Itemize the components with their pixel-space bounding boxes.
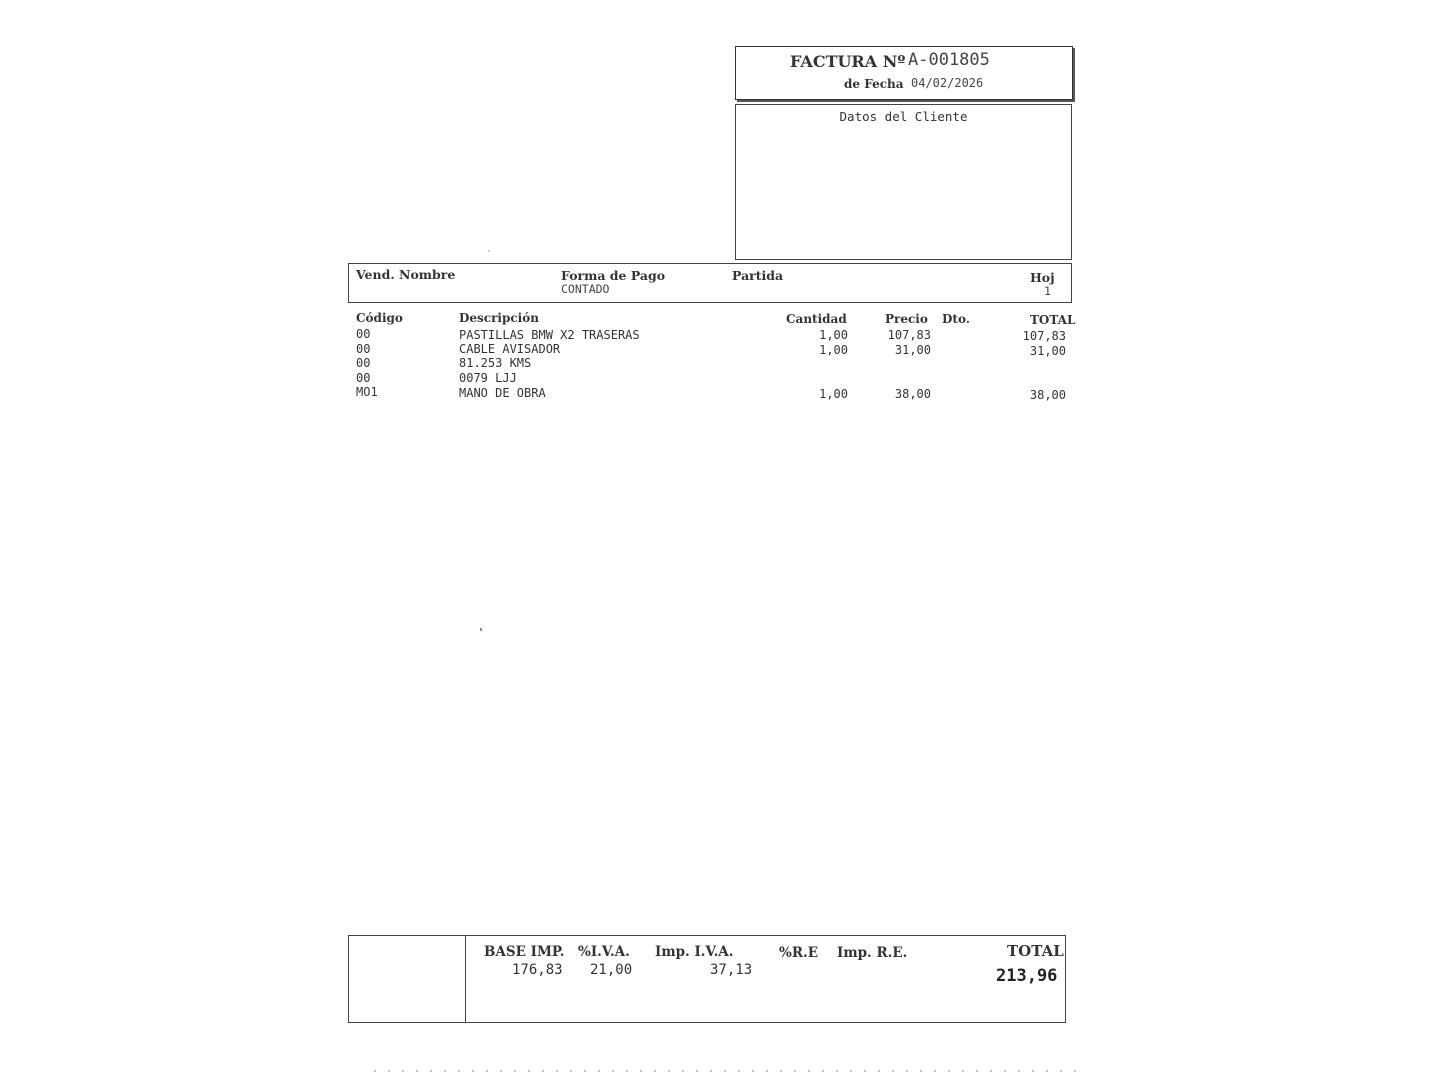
scan-dot-row	[368, 1069, 1088, 1073]
item-description: CABLE AVISADOR	[459, 342, 561, 356]
surcharge-amount-label: Imp. R.E.	[837, 945, 908, 961]
vat-percent-label: %I.V.A.	[578, 944, 630, 960]
sheet-label: Hoj	[1030, 270, 1055, 285]
item-quantity: 1,00	[819, 387, 848, 401]
vat-amount-value: 37,13	[710, 962, 753, 978]
item-price: 38,00	[894, 387, 931, 401]
client-data-box	[735, 104, 1072, 260]
grand-total-label: TOTAL	[1007, 942, 1064, 960]
totals-box	[348, 935, 1066, 1023]
surcharge-percent-label: %R.E	[779, 945, 819, 961]
tax-base-label: BASE IMP.	[484, 944, 565, 960]
sheet-value: 1	[1044, 284, 1051, 298]
item-price: 31,00	[894, 343, 931, 357]
item-description: MANO DE OBRA	[459, 386, 546, 400]
info-bar	[348, 263, 1072, 303]
item-total: 38,00	[1029, 388, 1066, 402]
invoice-header-box	[735, 46, 1073, 100]
tax-base-value: 176,83	[512, 962, 563, 978]
item-description: 0079 LJJ	[459, 371, 517, 385]
item-label: Partida	[732, 268, 784, 283]
vat-amount-label: Imp. I.V.A.	[655, 944, 734, 960]
vat-percent-value: 21,00	[590, 962, 633, 978]
invoice-date: 04/02/2026	[911, 76, 984, 90]
column-header-discount: Dto.	[942, 312, 970, 326]
item-total: 31,00	[1029, 344, 1066, 358]
scan-speck	[488, 250, 490, 252]
item-code: 00	[356, 342, 371, 356]
item-description: PASTILLAS BMW X2 TRASERAS	[459, 328, 640, 342]
client-data-title: Datos del Cliente	[839, 109, 968, 124]
column-header-code: Código	[356, 311, 403, 325]
payment-method-value: CONTADO	[561, 282, 610, 296]
invoice-number: A-001805	[908, 50, 990, 70]
item-code: 00	[356, 356, 371, 370]
invoice-title: FACTURA Nº	[790, 52, 906, 71]
column-header-description: Descripción	[459, 311, 539, 325]
column-header-total: TOTAL	[1030, 313, 1076, 327]
item-quantity: 1,00	[819, 328, 848, 342]
item-quantity: 1,00	[819, 343, 848, 357]
invoice-date-label: de Fecha	[844, 77, 904, 91]
totals-divider	[465, 936, 466, 1022]
scan-speck	[480, 628, 482, 631]
column-header-price: Precio	[885, 312, 928, 326]
item-code: 00	[356, 371, 371, 385]
item-description: 81.253 KMS	[459, 356, 532, 370]
item-code: MO1	[356, 385, 378, 399]
payment-method-label: Forma de Pago	[561, 268, 666, 283]
item-total: 107,83	[1022, 329, 1066, 343]
grand-total-value: 213,96	[996, 966, 1058, 986]
item-price: 107,83	[887, 328, 931, 342]
item-code: 00	[356, 327, 371, 341]
seller-label: Vend. Nombre	[356, 267, 456, 282]
column-header-quantity: Cantidad	[786, 312, 847, 326]
